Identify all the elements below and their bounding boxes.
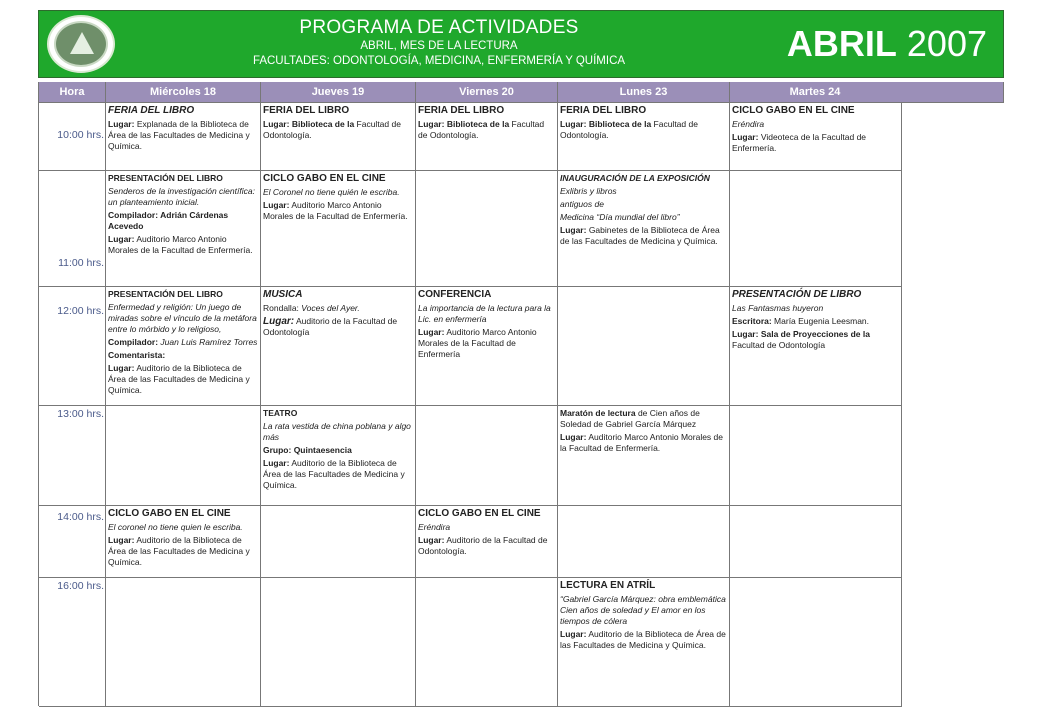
event-place: Lugar: Sala de Proyecciones de la Facultad de Odontología <box>732 329 870 350</box>
header-banner <box>38 10 1004 78</box>
event-cell-wed-10 <box>106 103 261 171</box>
event-title: CONFERENCIA <box>418 289 492 300</box>
col-header-tue: Martes 24 <box>729 82 900 102</box>
time-cell: 10:00 hrs. <box>39 103 106 171</box>
event-film: Eréndira <box>732 119 765 129</box>
event-cell-thu-10 <box>261 103 416 171</box>
time-cell: 12:00 hrs. <box>39 287 106 406</box>
event-cell-tue-14 <box>730 506 902 578</box>
event-cell-mon-12 <box>558 287 730 406</box>
event-title: FERIA DEL LIBRO <box>418 105 505 116</box>
event-topic: La importancia de la lectura para la Lic. en enfermería <box>418 303 551 324</box>
event-title: CICLO GABO EN EL CINE <box>263 173 386 184</box>
event-cell-wed-13 <box>106 406 261 506</box>
university-seal-icon <box>47 15 115 73</box>
event-cell-fri-14 <box>416 506 558 578</box>
event-cell-tue-16 <box>730 578 902 707</box>
event-book: Enfermedad y religión: Un juego de miradas sobre el vínculo de la metáfora entre lo mórbido y lo religioso, <box>108 302 257 334</box>
event-title: PRESENTACIÓN DEL LIBRO <box>108 173 223 183</box>
time-cell: 11:00 hrs. <box>39 171 106 287</box>
event-book: Las Fantasmas huyeron <box>732 303 824 313</box>
event-title: FERIA DEL LIBRO <box>560 105 647 116</box>
event-cell-mon-13 <box>558 406 730 506</box>
program-title: PROGRAMA DE ACTIVIDADES <box>299 17 579 38</box>
col-header-fri: Viernes 20 <box>415 82 557 102</box>
event-cell-mon-16 <box>558 578 730 707</box>
event-cell-mon-14 <box>558 506 730 578</box>
event-title: FERIA DEL LIBRO <box>108 105 195 116</box>
event-place: Lugar: Auditorio de la Facultad de Odontología. <box>418 535 548 556</box>
time-cell: 13:00 hrs. <box>39 406 106 506</box>
event-cell-mon-10 <box>558 103 730 171</box>
event-title: TEATRO <box>263 408 298 418</box>
event-cell-mon-11 <box>558 171 730 287</box>
event-title: CICLO GABO EN EL CINE <box>418 508 541 519</box>
event-title: CICLO GABO EN EL CINE <box>108 508 231 519</box>
event-place: Lugar: Auditorio de la Facultad de Odontología <box>263 316 398 337</box>
event-compiler: Compilador: Adrián Cárdenas Acevedo <box>108 210 229 231</box>
event-text: “Gabriel García Márquez: obra emblemática Cien años de soledad y El amor en los tiempos de cólera <box>560 594 726 626</box>
event-title: CICLO GABO EN EL CINE <box>732 105 855 116</box>
event-cell-fri-12 <box>416 287 558 406</box>
col-header-thu: Jueves 19 <box>260 82 415 102</box>
event-place: Lugar: Auditorio de la Biblioteca de Área de las Facultades de Medicina y Química. <box>263 458 405 490</box>
event-place: Lugar: Auditorio de la Biblioteca de Área de las Facultades de Medicina y Química. <box>108 535 250 567</box>
event-cell-wed-11 <box>106 171 261 287</box>
col-header-mon: Lunes 23 <box>557 82 729 102</box>
event-title: LECTURA EN ATRÍL <box>560 580 656 591</box>
col-header-wed: Miércoles 18 <box>105 82 260 102</box>
event-place: Lugar: Auditorio de la Biblioteca de Área de las Facultades de Medicina y Química. <box>560 629 726 650</box>
event-title: PRESENTACIÓN DEL LIBRO <box>108 289 223 299</box>
event-line: antiguos de <box>560 199 604 209</box>
event-cell-fri-13 <box>416 406 558 506</box>
program-subtitle: ABRIL, MES DE LA LECTURA <box>360 40 518 52</box>
event-play: La rata vestida de china poblana y algo más <box>263 421 411 442</box>
event-place: Lugar: Biblioteca de la Facultad de Odontología. <box>418 119 545 140</box>
event-cell-fri-10 <box>416 103 558 171</box>
event-title: Maratón de lectura de Cien años de Soledad de Gabriel García Márquez <box>560 408 700 429</box>
event-cell-wed-14 <box>106 506 261 578</box>
event-cell-fri-16 <box>416 578 558 707</box>
faculties-line: FACULTADES: ODONTOLOGÍA, MEDICINA, ENFERMERÍA Y QUÍMICA <box>252 55 626 67</box>
month-label <box>787 24 987 64</box>
event-place: Lugar: Biblioteca de la Facultad de Odontología. <box>560 119 698 140</box>
schedule-table <box>38 102 1004 706</box>
event-commentator: Comentarista: <box>108 350 166 360</box>
event-line: Medicina “Día mundial del libro” <box>560 212 680 222</box>
event-cell-tue-11 <box>730 171 902 287</box>
event-cell-thu-11 <box>261 171 416 287</box>
event-film: Eréndira <box>418 522 451 532</box>
event-cell-tue-12 <box>730 287 902 406</box>
event-title: INAUGURACIÓN DE LA EXPOSICIÓN <box>560 173 710 183</box>
event-title: FERIA DEL LIBRO <box>263 105 350 116</box>
event-cell-tue-10 <box>730 103 902 171</box>
event-cell-thu-16 <box>261 578 416 707</box>
event-cell-wed-16 <box>106 578 261 707</box>
event-title: MUSICA <box>263 289 303 300</box>
title-block <box>219 17 659 69</box>
event-cell-thu-13 <box>261 406 416 506</box>
event-place: Lugar: Videoteca de la Facultad de Enfermería. <box>732 132 867 153</box>
event-place: Lugar: Auditorio Marco Antonio Morales de la Facultad de Enfermería. <box>108 234 253 255</box>
event-place: Lugar: Auditorio Marco Antonio Morales de la Facultad de Enfermería. <box>560 432 724 453</box>
time-cell: 14:00 hrs. <box>39 506 106 578</box>
event-place: Lugar: Biblioteca de la Facultad de Odontología. <box>263 119 401 140</box>
event-title: PRESENTACIÓN DE LIBRO <box>732 289 862 300</box>
event-place: Lugar: Explanada de la Biblioteca de Área de las Facultades de Medicina y Química. <box>108 119 250 151</box>
time-cell: 16:00 hrs. <box>39 578 106 707</box>
month-word: ABRIL <box>786 23 897 64</box>
event-compiler: Compilador: Juan Luis Ramírez Torres <box>108 337 258 347</box>
event-place: Lugar: Auditorio Marco Antonio Morales de la Facultad de Enfermería <box>418 327 537 359</box>
event-cell-thu-12 <box>261 287 416 406</box>
event-group: Grupo: Quintaesencia <box>263 445 352 455</box>
event-book: Senderos de la investigación científica: un planteamiento inicial. <box>108 186 255 207</box>
event-cell-thu-14 <box>261 506 416 578</box>
event-cell-fri-11 <box>416 171 558 287</box>
event-film: El coronel no tiene quien le escriba. <box>108 522 243 532</box>
column-header-bar <box>38 82 1004 102</box>
event-writer: Escritora: María Eugenia Leesman. <box>732 316 870 326</box>
col-header-hora: Hora <box>38 82 105 102</box>
event-cell-wed-12 <box>106 287 261 406</box>
event-line: Exlibris y libros <box>560 186 617 196</box>
event-place: Lugar: Gabinetes de la Biblioteca de Área de las Facultades de Medicina y Química. <box>560 225 720 246</box>
event-rondalla: Rondalla: Voces del Ayer. <box>263 303 360 313</box>
event-film: El Coronel no tiene quién le escriba. <box>263 187 400 197</box>
event-place: Lugar: Auditorio de la Biblioteca de Área de las Facultades de Medicina y Química. <box>108 363 250 395</box>
event-place: Lugar: Auditorio Marco Antonio Morales de la Facultad de Enfermería. <box>263 200 408 221</box>
event-cell-tue-13 <box>730 406 902 506</box>
month-year: 2007 <box>906 23 987 64</box>
